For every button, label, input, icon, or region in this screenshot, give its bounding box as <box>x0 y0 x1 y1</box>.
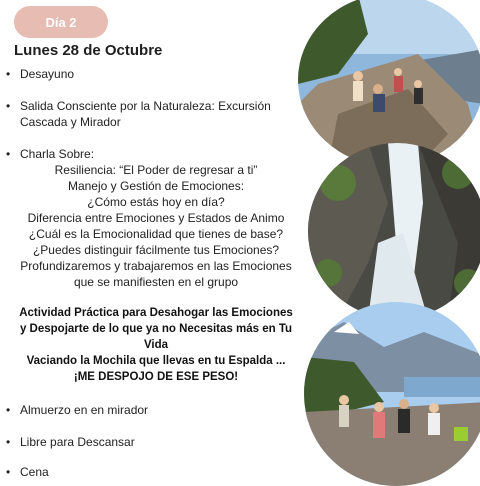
agenda-item-label: Charla Sobre: <box>20 147 95 161</box>
activity-line: Vaciando la Mochila que llevas en tu Espalda ... <box>26 355 286 367</box>
agenda-item-label: Desayuno <box>20 67 75 81</box>
bullet-icon: • <box>6 403 11 417</box>
bullet-icon: • <box>6 67 11 81</box>
activity-line: Actividad Práctica para Desahogar las Emociones <box>19 307 293 319</box>
photo-waterfall <box>308 143 480 319</box>
agenda-item-label: Almuerzo en en mirador <box>20 403 149 417</box>
agenda-item-label: Cena <box>20 465 49 479</box>
agenda-item-label: Cascada y Mirador <box>20 115 121 129</box>
activity-line: y Despojarte de lo que ya no Necesitas más en Tu <box>19 323 293 335</box>
activity-line: ¡ME DESPOJO DE ESE PESO! <box>73 371 239 383</box>
talk-topic-line: ¿Cuál es la Emocionalidad que tienes de base? <box>28 227 284 241</box>
bullet-icon: • <box>6 147 11 161</box>
activity-line: Vida <box>143 339 169 351</box>
photo-group-on-rocks <box>298 0 480 166</box>
day-label: Día 2 <box>45 14 77 30</box>
day-badge <box>14 6 108 38</box>
bullet-icon: • <box>6 435 11 449</box>
talk-topic-line: ¿Puedes distinguir fácilmente tus Emociones? <box>32 243 280 257</box>
agenda-item-label: Salida Consciente por la Naturaleza: Excursión <box>20 99 271 113</box>
bullet-icon: • <box>6 465 11 479</box>
talk-topic-line: Resiliencia: “El Poder de regresar a ti” <box>54 163 258 177</box>
bullet-icon: • <box>6 99 11 113</box>
agenda-item-label: Libre para Descansar <box>20 435 135 449</box>
talk-topic-line: Manejo y Gestión de Emociones: <box>67 179 245 193</box>
talk-topic-line: Diferencia entre Emociones y Estados de Animo <box>27 211 285 225</box>
date-title: Lunes 28 de Octubre <box>14 42 163 59</box>
talk-topic-line: que se manifiesten en el grupo <box>73 275 239 289</box>
photo-group-lookout <box>304 302 480 486</box>
talk-topic-line: ¿Cómo estás hoy en día? <box>87 195 225 209</box>
talk-topic-line: Profundizaremos y trabajaremos en las Emociones <box>20 259 292 273</box>
